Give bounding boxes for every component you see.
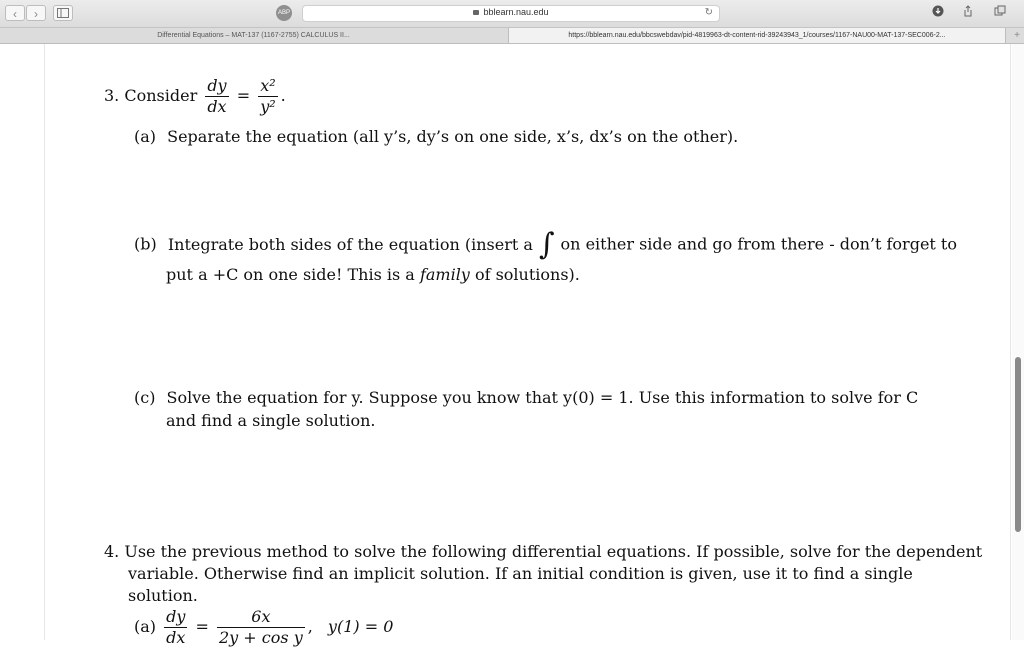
browser-toolbar (0, 0, 1024, 28)
back-button[interactable]: ‹ (5, 5, 25, 21)
address-bar[interactable] (302, 5, 720, 22)
problem-4-line-3: solution. (128, 586, 198, 605)
tab-differential-equations[interactable]: Differential Equations – MAT-137 (1167-2755) CALCULUS II... (157, 32, 350, 39)
new-tab-button[interactable]: + (1014, 30, 1020, 41)
scroll-thumb[interactable] (1015, 357, 1021, 532)
tab-bar (0, 28, 1024, 44)
integral-symbol: ∫ (538, 227, 555, 262)
reload-icon[interactable]: ↻ (704, 7, 713, 18)
problem-3a: (a) Separate the equation (all y’s, dy’s on one side, x’s, dx’s on the other). (134, 127, 739, 146)
problem-4a: (a) $\frac{dy}{dx}$ = $\frac{6x}{\text{2y + cos y}}$ , y(1) = 0 (134, 607, 394, 647)
download-icon[interactable] (928, 5, 948, 21)
problem-3-lead: 3. Consider (104, 86, 198, 105)
rhs-fraction: $\frac{\text{x²}}{\text{y²}}$ (260, 76, 276, 116)
share-icon[interactable] (958, 5, 978, 21)
problem-3c-line-1: (c) Solve the equation for y. Suppose you know that y(0) = 1. Use this information to solve for C (134, 388, 919, 407)
dy-dx-fraction: $\frac{dy}{dx}$ (207, 76, 227, 116)
tab-pdf-document[interactable]: https://bblearn.nau.edu/bbcswebdav/pid-4819963-dt-content-rid-39243943_1/courses/1167-NAU00-MAT-137-SEC006-2... (508, 28, 1006, 43)
problem-3-statement: 3. Consider $\frac{dy}{dx}$ = $\frac{\text{x²}}{\text{y²}}$ . (104, 76, 286, 116)
scrollbar[interactable] (1012, 44, 1024, 640)
forward-button[interactable]: › (26, 5, 46, 21)
problem-4-line-1: 4. Use the previous method to solve the following differential equations. If possible, solve for the dependent (104, 542, 983, 561)
problem-3c-line-2: and find a single solution. (166, 411, 376, 430)
rhs-fraction-4a: $\frac{6x}{\text{2y + cos y}}$ (219, 607, 303, 647)
problem-3b-line-2: put a +C on one side! This is a family of solutions). (166, 265, 580, 284)
problem-3b-line-1: (b) Integrate both sides of the equation (insert a ∫ on either side and go from there - don’t forget to (134, 227, 957, 262)
lock-icon (473, 10, 479, 15)
dy-dx-fraction-4a: $\frac{dy}{dx}$ (166, 607, 186, 647)
adblock-extension-icon[interactable]: ABP (276, 5, 292, 21)
tabs-overview-icon[interactable] (990, 5, 1010, 21)
problem-4-line-2: variable. Otherwise find an implicit solution. If an initial condition is given, use it to find a single (128, 564, 913, 583)
sidebar-toggle-icon[interactable] (53, 5, 73, 21)
address-domain: bblearn.nau.edu (483, 7, 549, 17)
